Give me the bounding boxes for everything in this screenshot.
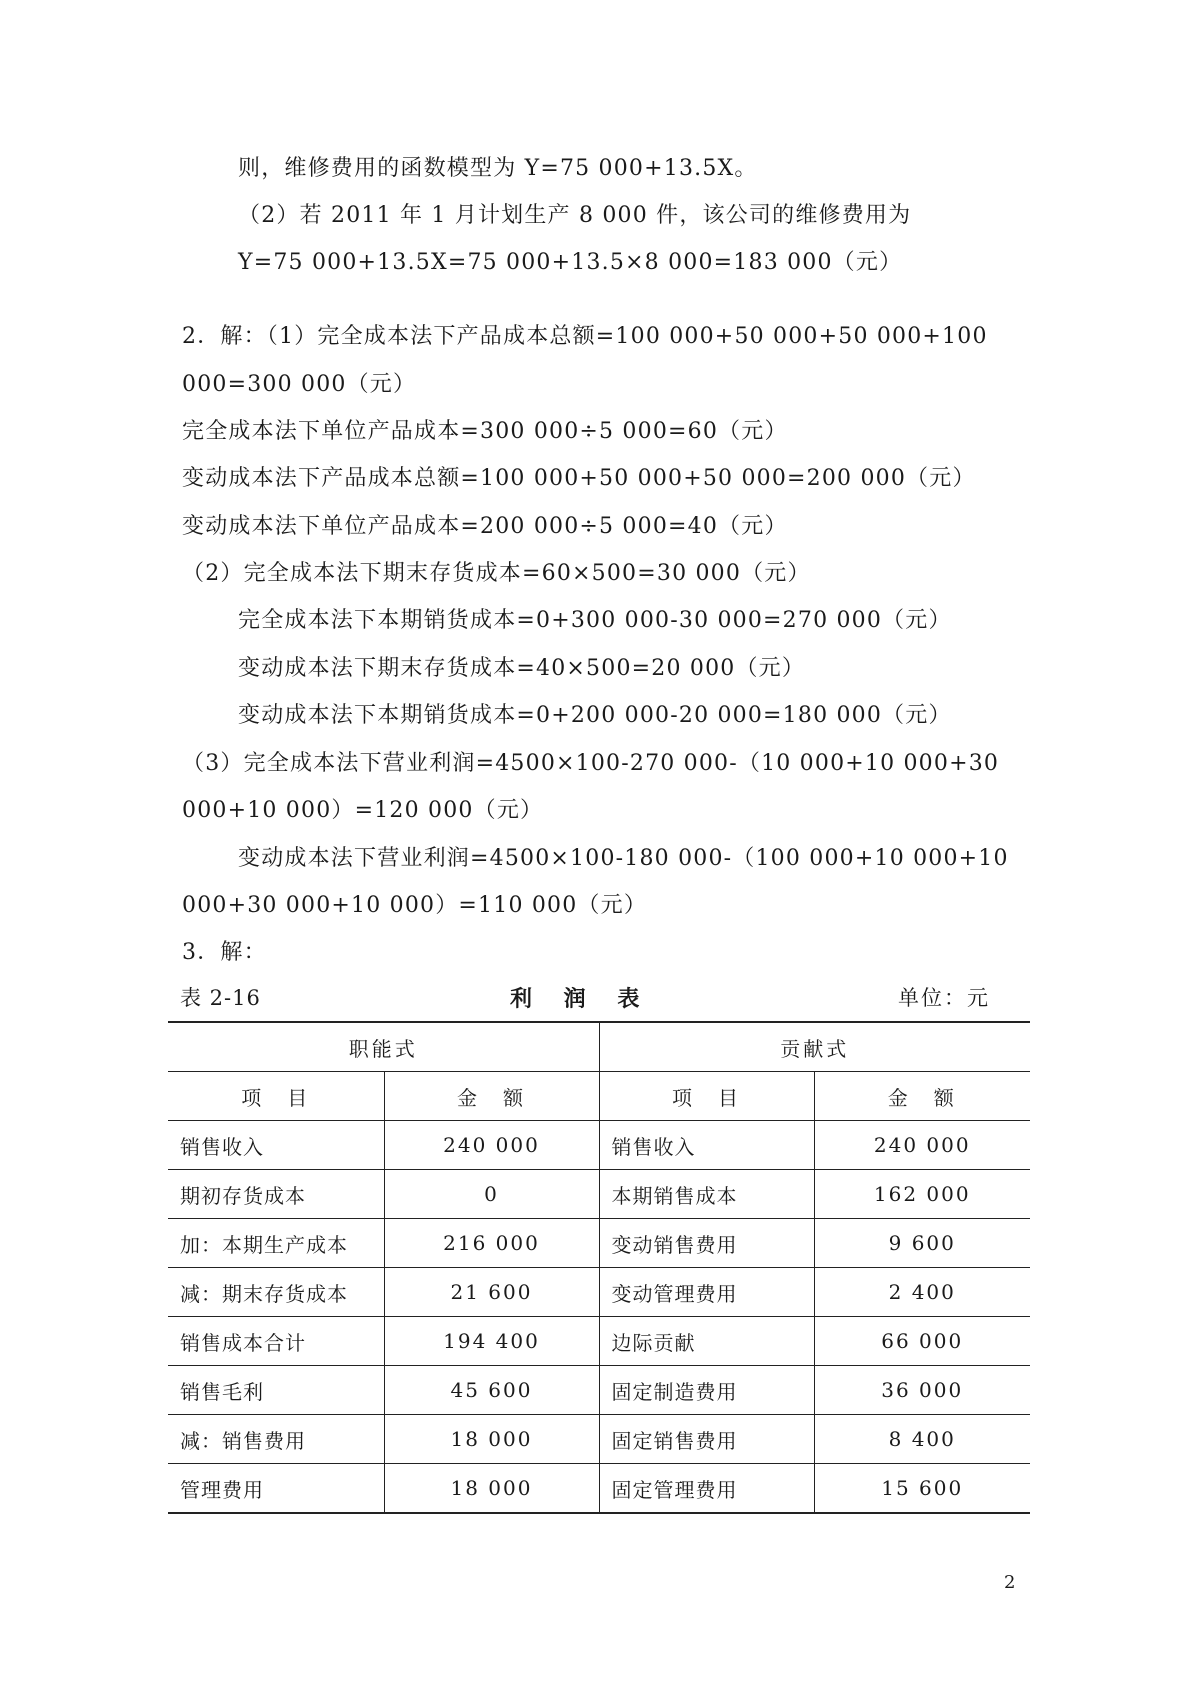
table-row xyxy=(168,1219,1030,1268)
text-line: 完全成本法下单位产品成本=300 000÷5 000=60（元） xyxy=(182,419,788,444)
cell-amount: 2 400 xyxy=(814,1268,1030,1317)
cell-item: 减：销售费用 xyxy=(168,1415,384,1464)
cell-amount: 18 000 xyxy=(384,1464,599,1514)
col-header-amount: 金 额 xyxy=(814,1072,1030,1121)
text-line: 变动成本法下产品成本总额=100 000+50 000+50 000=200 000（元） xyxy=(182,466,976,491)
cell-item: 销售毛利 xyxy=(168,1366,384,1415)
cell-amount: 66 000 xyxy=(814,1317,1030,1366)
cell-amount: 18 000 xyxy=(384,1415,599,1464)
table-row xyxy=(168,1366,1030,1415)
cell-amount: 15 600 xyxy=(814,1464,1030,1514)
table-row xyxy=(168,1121,1030,1170)
table-row xyxy=(168,1464,1030,1514)
col-header-item: 项 目 xyxy=(599,1072,814,1121)
cell-item: 销售成本合计 xyxy=(168,1317,384,1366)
cell-item: 固定制造费用 xyxy=(599,1366,814,1415)
cell-amount: 36 000 xyxy=(814,1366,1030,1415)
cell-item: 固定管理费用 xyxy=(599,1464,814,1514)
text-line: 变动成本法下营业利润=4500×100-180 000-（100 000+10 000+10 xyxy=(238,846,1009,871)
cell-amount: 216 000 xyxy=(384,1219,599,1268)
table-header-row xyxy=(168,1072,1030,1121)
cell-amount: 240 000 xyxy=(814,1121,1030,1170)
cell-item: 销售收入 xyxy=(168,1121,384,1170)
cell-item: 减：期末存货成本 xyxy=(168,1268,384,1317)
cell-item: 本期销售成本 xyxy=(599,1170,814,1219)
text-line: 000=300 000（元） xyxy=(182,372,417,397)
text-line: 3．解： xyxy=(182,940,267,965)
col-header-amount: 金 额 xyxy=(384,1072,599,1121)
text-line: 变动成本法下单位产品成本=200 000÷5 000=40（元） xyxy=(182,514,788,539)
text-line: 000+30 000+10 000）=110 000（元） xyxy=(182,893,648,918)
cell-item: 边际贡献 xyxy=(599,1317,814,1366)
table-row xyxy=(168,1268,1030,1317)
table-group-row xyxy=(168,1022,1030,1072)
cell-item: 变动管理费用 xyxy=(599,1268,814,1317)
text-line: 2．解：（1）完全成本法下产品成本总额=100 000+50 000+50 000+100 xyxy=(182,324,988,349)
table-unit: 单位：元 xyxy=(898,986,990,1010)
text-line: （2）若 2011 年 1 月计划生产 8 000 件，该公司的维修费用为 xyxy=(238,203,912,228)
page-number: 2 xyxy=(1004,1572,1016,1593)
text-line: Y=75 000+13.5X=75 000+13.5×8 000=183 000（元） xyxy=(238,250,903,275)
table-row xyxy=(168,1170,1030,1219)
text-line: 则，维修费用的函数模型为 Y=75 000+13.5X。 xyxy=(238,156,758,181)
cell-amount: 0 xyxy=(384,1170,599,1219)
cell-amount: 21 600 xyxy=(384,1268,599,1317)
cell-amount: 45 600 xyxy=(384,1366,599,1415)
text-line: （3）完全成本法下营业利润=4500×100-270 000-（10 000+10 000+30 xyxy=(182,751,1000,776)
text-line: 000+10 000）=120 000（元） xyxy=(182,798,544,823)
col-header-item: 项 目 xyxy=(168,1072,384,1121)
cell-item: 固定销售费用 xyxy=(599,1415,814,1464)
cell-amount: 9 600 xyxy=(814,1219,1030,1268)
cell-item: 变动销售费用 xyxy=(599,1219,814,1268)
group-contribution: 贡献式 xyxy=(599,1022,1030,1072)
table-number: 表 2-16 xyxy=(180,986,261,1010)
table-title: 利 润 表 xyxy=(510,986,652,1012)
group-functional: 职能式 xyxy=(168,1022,599,1072)
text-line: 变动成本法下期末存货成本=40×500=20 000（元） xyxy=(238,656,806,681)
cell-item: 销售收入 xyxy=(599,1121,814,1170)
table-caption xyxy=(180,982,1020,1012)
cell-item: 加：本期生产成本 xyxy=(168,1219,384,1268)
text-line: （2）完全成本法下期末存货成本=60×500=30 000（元） xyxy=(182,561,811,586)
cell-item: 管理费用 xyxy=(168,1464,384,1514)
cell-amount: 162 000 xyxy=(814,1170,1030,1219)
text-line: 变动成本法下本期销货成本=0+200 000-20 000=180 000（元） xyxy=(238,703,952,728)
cell-amount: 8 400 xyxy=(814,1415,1030,1464)
cell-amount: 194 400 xyxy=(384,1317,599,1366)
table-row xyxy=(168,1415,1030,1464)
text-line: 完全成本法下本期销货成本=0+300 000-30 000=270 000（元） xyxy=(238,608,952,633)
cell-item: 期初存货成本 xyxy=(168,1170,384,1219)
cell-amount: 240 000 xyxy=(384,1121,599,1170)
income-statement-table xyxy=(168,1021,1030,1514)
table-row xyxy=(168,1317,1030,1366)
